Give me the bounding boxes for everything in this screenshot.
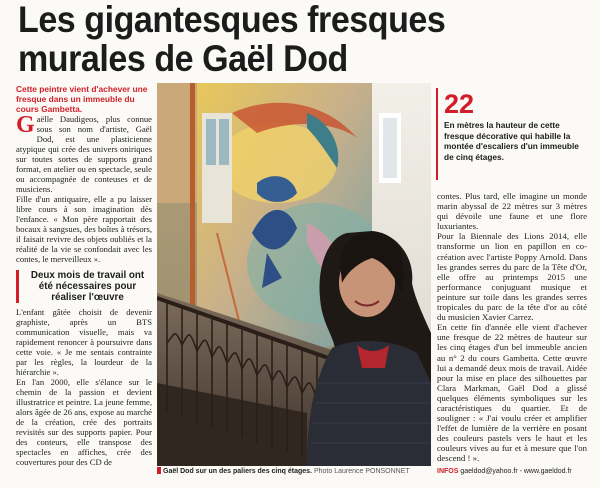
- key-figure-accent-bar: [436, 88, 438, 180]
- photo-caption: [157, 467, 437, 476]
- key-figure-box: [436, 88, 584, 183]
- article-column-1: [16, 84, 152, 467]
- photo-illustration: [157, 83, 431, 466]
- headline: [18, 0, 450, 78]
- article-column-3: [437, 191, 587, 464]
- caption-text: Gaël Dod sur un des paliers des cinq étages.: [163, 468, 312, 475]
- paragraph-1: [16, 114, 152, 194]
- article-photo: [157, 83, 431, 466]
- key-figure-number: 22: [444, 89, 475, 119]
- paragraph-7: En cette fin d'année elle vient d'achever une fresque de 22 mètres de hauteur sur les cinq étages d'un bel immeuble ancien au n° 2 du cours Gambetta. Cette œuvre lui a demandé deux mois de travail. Aidée pour la mise en place des silhouettes par Clara Markman, Gaël Dod a glissé quelques éléments symboliques sur les caractéristiques du quartier. Et de souligner : « J'ai voulu créer et amplifier l'effet de lumière de la verrière en posant des couleurs pastels vers le haut et les couleurs vives au fur et à mesure que l'on descend ! ».: [437, 322, 587, 464]
- caption-marker: [157, 467, 161, 474]
- paragraph-4: En l'an 2000, elle s'élance sur le chemin de la passion et devient illustratrice et peintre. La jeune femme, alors âgée de 26 ans, expose au marché de la création, crée des portraits revisités sur des supports papier. Pour des conteurs, elle transpose des spectacles en affiches, crée des couvertures pour des CD de: [16, 377, 152, 467]
- infos-label: INFOS: [437, 468, 459, 475]
- paragraph-1-text: aëlle Daudigeos, plus connue sous son nom d'artiste, Gaël Dod, est une plasticienne atypique qui crée des univers oniriques sur toutes sortes de supports grand format, en atelier ou en spectacle, seule ou accompagnée de conteuses et de musiciens.: [16, 114, 152, 194]
- paragraph-6: Pour la Biennale des Lions 2014, elle transforme un lion en papillon en co-création avec l'artiste Poppy Arnold. Dans les grandes serres du parc de la Tête d'Or, elle offre au printemps 2015 une performance conjuguant musique et peinture sur toile dans les grandes serres tropicales du parc de la tête d'or au côté du musicien Xavier Carrez.: [437, 231, 587, 323]
- intro-chapo: Cette peintre vient d'achever une fresque dans un immeuble du cours Gambetta.: [16, 84, 148, 114]
- headline-line-2: murales de Gaël Dod: [18, 38, 348, 79]
- photo-credit: Photo Laurence PONSONNET: [313, 468, 410, 475]
- paragraph-5: contes. Plus tard, elle imagine un monde marin abyssal de 22 mètres sur 3 mètres qui dévoile une faune et une flore luxuriantes.: [437, 191, 587, 232]
- key-figure-text: En mètres la hauteur de cette fresque décorative qui habille la montée d'escaliers d'un immeuble de cinq étages.: [444, 120, 579, 162]
- headline-line-1: Les gigantesques fresques: [18, 0, 446, 40]
- infos-contact[interactable]: gaeldod@yahoo.fr - www.gaeldod.fr: [460, 468, 572, 475]
- paragraph-2: Fille d'un antiquaire, elle a pu laisser libre cours à son imagination dès l'enfance. « Mon père rapportait des bocaux à sangsues, des boîtes à trésors, il faisait revivre des objets oubliés et la réalité de la vie se confondait avec les contes, le merveilleux ».: [16, 194, 152, 264]
- subheading: Deux mois de travail ont été nécessaires pour réaliser l'œuvre: [16, 270, 152, 303]
- infos-footer: [437, 467, 597, 476]
- paragraph-3: L'enfant gâtée choisit de devenir graphiste, après un BTS communication visuelle, mais va rapidement renoncer à poursuivre dans cette voie. « Je me sentais contrainte par les règles, la lourdeur de la hiérarchie ».: [16, 307, 152, 377]
- drop-cap: G: [16, 112, 35, 138]
